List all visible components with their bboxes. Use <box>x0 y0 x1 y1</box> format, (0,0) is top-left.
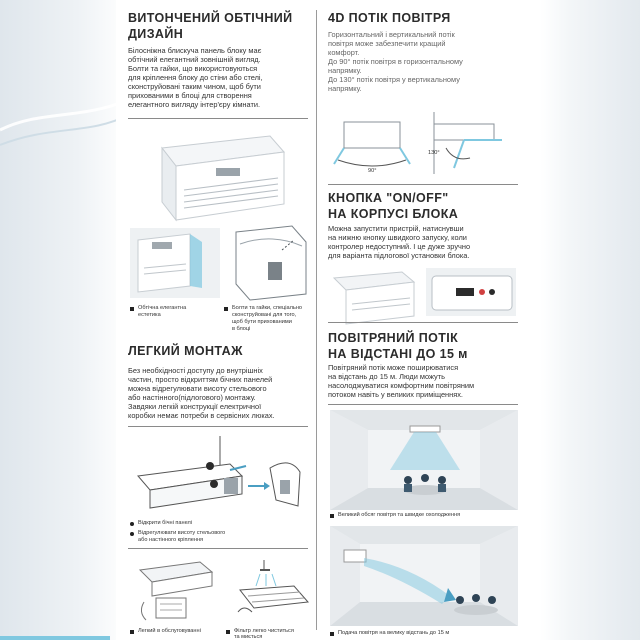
hidden-bolts-illustration <box>232 222 310 302</box>
caption-line: в блоці <box>232 326 251 332</box>
caption-line: та миється <box>234 634 263 640</box>
step-2-marker <box>130 532 134 536</box>
airflow-distance-title <box>328 330 468 362</box>
install-text-line: Без необхідності доступу до внутрішніх <box>128 366 263 375</box>
section-divider <box>328 404 518 405</box>
long-distance-caption: Подача повітря на велику відстань до 15 м <box>338 630 450 636</box>
unit-closeup-illustration <box>130 228 220 298</box>
bottom-accent-bar <box>0 636 110 640</box>
section-divider <box>128 118 308 119</box>
section-divider <box>128 548 308 549</box>
airflow-4d-text-line: напрямку. <box>328 84 362 93</box>
airflow-distance-title-line: НА ВІДСТАНІ ДО 15 м <box>328 347 468 361</box>
install-text-line: або настінного(підлогового) монтажу. <box>128 393 256 402</box>
airflow-4d-text-line: повітря може забезпечити кращий <box>328 39 446 48</box>
onoff-text-line: Можна запустити пристрій, натиснувши <box>328 224 464 233</box>
caption-line: Відрегулювати висоту стельового <box>138 530 226 536</box>
install-title: ЛЕГКИЙ МОНТАЖ <box>128 344 243 358</box>
airflow-4d-text-line: Горизонтальний і вертикальний потік <box>328 30 455 39</box>
caption-line: сконструйовані для того, <box>232 312 297 318</box>
column-divider <box>316 10 317 630</box>
design-text-line: обтічний елегантний зовнішній вигляд. <box>128 55 261 64</box>
section-divider <box>128 426 308 427</box>
airflow-4d-text-line: напрямку. <box>328 66 362 75</box>
ceiling-unit-illustration <box>150 130 290 225</box>
airflow-distance-text-line: потоком навіть у великих приміщеннях. <box>328 390 463 399</box>
caption-line: Обтічна елегантна <box>138 305 187 311</box>
caption-line: Болти та гайки, спеціально <box>232 305 303 311</box>
caption-bullet <box>224 307 228 311</box>
airflow-distance-text-line: насолоджуватися комфортним повітряним <box>328 381 475 390</box>
airflow-4d-text-line: До 90° потік повітря в горизонтальному <box>328 57 463 66</box>
design-text-line: сконструйовані таким чином, щоб бути <box>128 82 261 91</box>
install-text-line: частин, просто відкриттям бічних панелей <box>128 375 273 384</box>
caption-line: щоб бути прихованими <box>232 319 292 325</box>
maintenance-caption: Легкий в обслуговуванні <box>138 628 201 634</box>
onoff-text-line: контролер недоступний. І це дуже зручно <box>328 242 471 251</box>
onoff-title-line: КНОПКА "ON/OFF" <box>328 191 449 205</box>
room-cooling-caption: Великий обсяг повітря та швидке охолодження <box>338 512 461 518</box>
section-divider <box>328 322 518 323</box>
caption-bullet <box>130 630 134 634</box>
install-text-line: коробки немає потреби в сервісних люках. <box>128 411 275 420</box>
room-cooling-illustration <box>330 410 518 510</box>
airflow-distance-text-line: на відстань до 15 м. Люди можуть <box>328 372 445 381</box>
caption-bullet <box>330 514 334 518</box>
section-divider <box>328 184 518 185</box>
onoff-text-line: на нижню кнопку швидкого запуску, коли <box>328 233 467 242</box>
onoff-button-closeup <box>426 268 516 316</box>
design-text-line: прихованими в блоці для створення <box>128 91 252 100</box>
airflow-distance-text-line: Повітряний потік може поширюватися <box>328 363 459 372</box>
step-1-marker <box>130 522 134 526</box>
unit-panel-illustration <box>328 268 418 326</box>
design-text-line: елегантного вигляду інтер'єру кімнати. <box>128 100 261 109</box>
airflow-4d-text-line: комфорт. <box>328 48 360 57</box>
vertical-angle-label: 130° <box>428 150 440 156</box>
caption-bullet <box>130 307 134 311</box>
long-distance-airflow-illustration <box>330 526 518 626</box>
design-text-line: для кріплення блоку до стіни або стелі, <box>128 73 263 82</box>
page-background-right <box>540 0 640 640</box>
airflow-distance-title-line: ПОВІТРЯНИЙ ПОТІК <box>328 331 459 345</box>
design-text-line: Білосніжна блискуча панель блоку має <box>128 46 262 55</box>
design-title: ВИТОНЧЕНИЙ ОБТІЧНИЙ ДИЗАЙН <box>128 11 293 41</box>
side-panel-opening-illustration <box>130 436 310 520</box>
decorative-wave <box>0 90 128 160</box>
vertical-airflow-diagram <box>424 108 508 178</box>
caption-line: Фільтр легко чиститься <box>234 628 294 634</box>
caption-bullet <box>226 630 230 634</box>
airflow-4d-title: 4D ПОТІК ПОВІТРЯ <box>328 11 451 25</box>
onoff-title-line: НА КОРПУСІ БЛОКА <box>328 207 459 221</box>
maintenance-illustration <box>130 556 218 624</box>
caption-line: або настінного кріплення <box>138 537 204 543</box>
filter-cleaning-illustration <box>230 556 314 624</box>
install-text-line: Завдяки легкій конструкції електричної <box>128 402 262 411</box>
airflow-4d-text-line: До 130° потік повітря у вертикальному <box>328 75 460 84</box>
horizontal-angle-label: 90° <box>368 168 377 174</box>
install-step-1-text: Відкрити бічні панелі <box>138 520 193 526</box>
caption-line: естетика <box>138 312 161 318</box>
design-text-line: Болти та гайки, що використовуються <box>128 64 258 73</box>
onoff-text-line: для варіанта підлогової установки блока. <box>328 251 470 260</box>
caption-bullet <box>330 632 334 636</box>
onoff-title <box>328 190 458 222</box>
install-text-line: можна відрегулювати висоту стельового <box>128 384 267 393</box>
